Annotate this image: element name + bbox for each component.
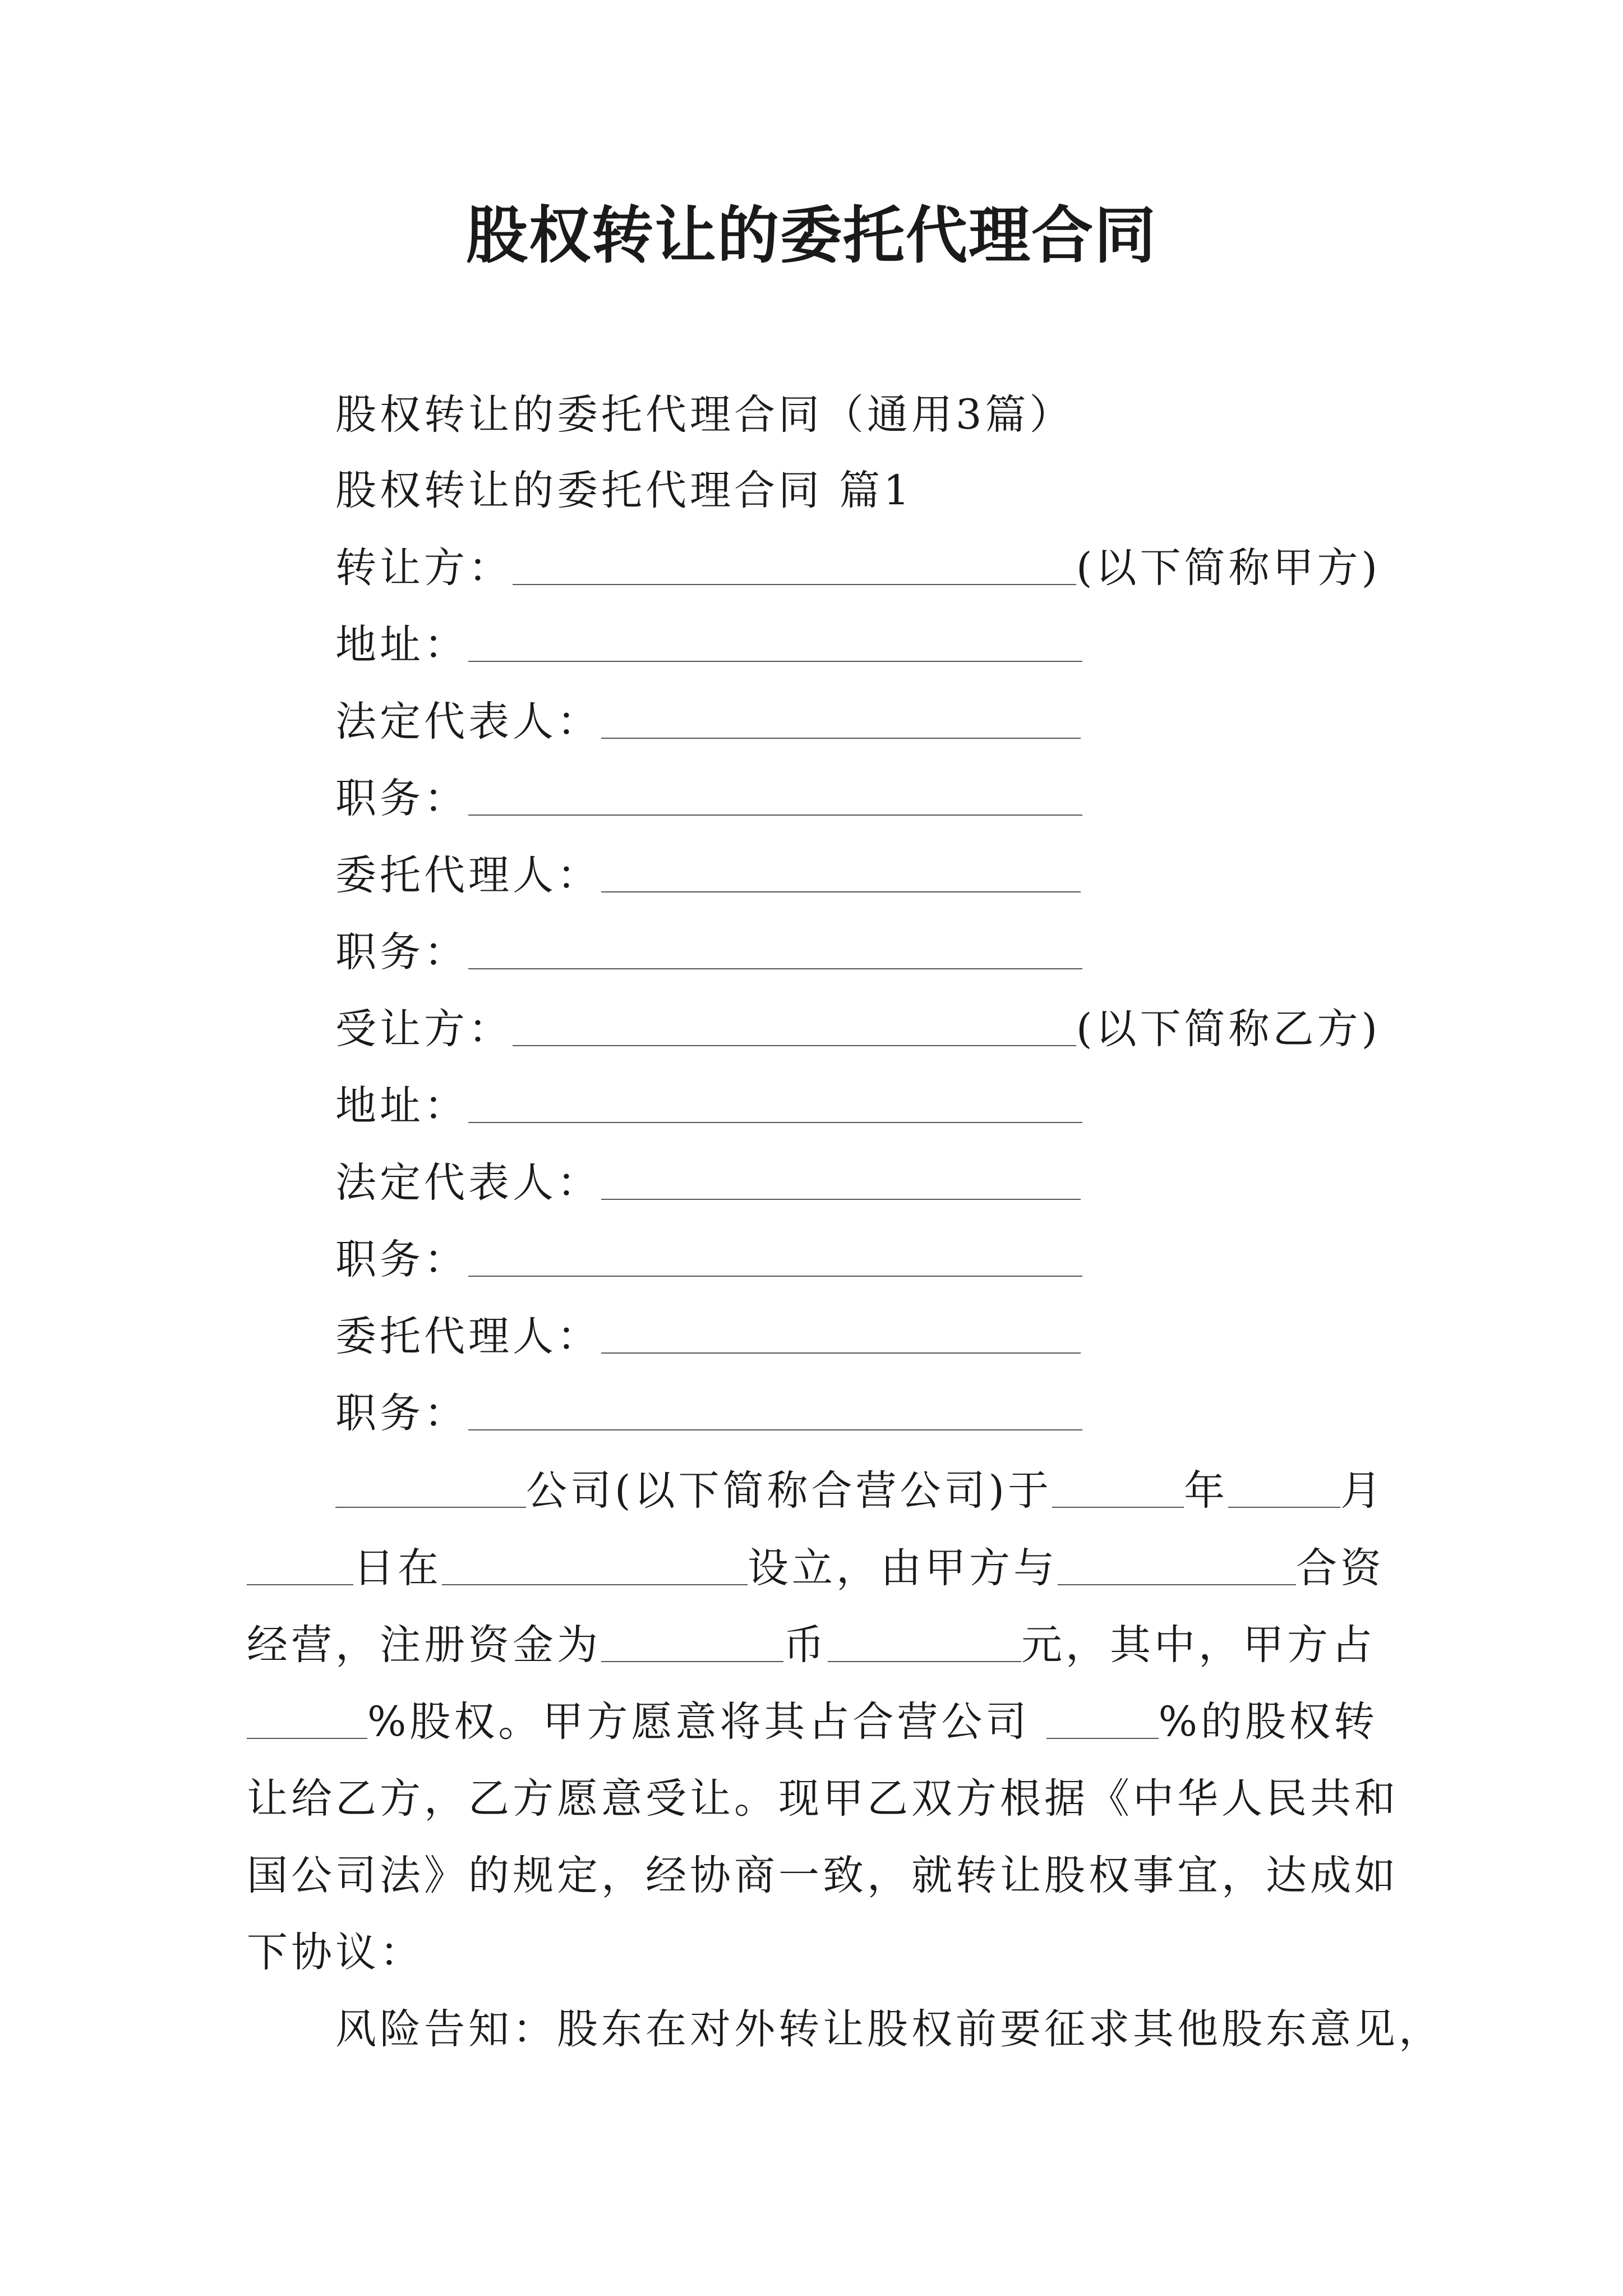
transfer-percent-blank[interactable]	[1046, 1694, 1159, 1739]
body-text: 合资	[1296, 1544, 1385, 1592]
transferor-label: 转让方：	[335, 544, 513, 592]
transferor-suffix: (以下简称甲方)	[1076, 544, 1381, 592]
body-line-6: 国公司法》的规定，经协商一致，就转让股权事宜，达成如	[247, 1852, 1399, 1899]
body-line-5: 让给乙方，乙方愿意受让。现甲乙双方根据《中华人民共和	[247, 1775, 1399, 1823]
agent-position-label: 职务：	[335, 1389, 468, 1437]
year-blank[interactable]	[1052, 1463, 1184, 1508]
document-title: 股权转让的委托代理合同	[466, 199, 1157, 272]
agent-blank[interactable]	[601, 1309, 1081, 1354]
body-text: 月	[1340, 1467, 1385, 1515]
position-blank[interactable]	[468, 771, 1082, 816]
party-a-address-row	[335, 617, 1082, 673]
agent-blank[interactable]	[601, 848, 1081, 892]
document-subtitle: 股权转让的委托代理合同（通用3篇）	[335, 391, 1074, 439]
body-line-4	[247, 1694, 1378, 1750]
company-name-blank[interactable]	[335, 1463, 526, 1508]
party-a-legal-rep-row	[335, 694, 1081, 750]
body-text: 日在	[353, 1544, 442, 1592]
agent-position-blank[interactable]	[468, 1386, 1082, 1430]
transferee-blank[interactable]	[513, 1001, 1076, 1046]
party-a-agent-position-row	[335, 924, 1082, 981]
address-blank[interactable]	[468, 1078, 1082, 1123]
agent-label: 委托代理人：	[335, 852, 601, 899]
body-line-3	[247, 1617, 1376, 1673]
body-text: 年	[1183, 1467, 1228, 1515]
body-text: %的股权转	[1158, 1698, 1378, 1746]
agent-position-blank[interactable]	[468, 924, 1082, 969]
body-line-2	[247, 1540, 1385, 1596]
transferor-row	[335, 540, 1381, 596]
transferee-suffix: (以下简称乙方)	[1076, 1005, 1381, 1053]
body-line-1	[335, 1463, 1385, 1519]
party-b-agent-row	[335, 1309, 1081, 1365]
transferor-blank[interactable]	[513, 540, 1076, 585]
party-b-agent-position-row	[335, 1386, 1082, 1442]
legal-rep-blank[interactable]	[601, 694, 1081, 739]
party-b-address-row	[335, 1078, 1082, 1134]
body-text: 元，其中，甲方占	[1021, 1621, 1376, 1669]
amount-blank[interactable]	[828, 1617, 1021, 1662]
address-label: 地址：	[335, 1082, 468, 1130]
risk-notice: 风险告知：股东在对外转让股权前要征求其他股东意见，	[335, 2005, 1443, 2053]
legal-rep-label: 法定代表人：	[335, 1159, 601, 1207]
party-b-legal-rep-row	[335, 1155, 1081, 1211]
partner-blank[interactable]	[1058, 1540, 1296, 1585]
day-blank[interactable]	[247, 1540, 353, 1585]
legal-rep-blank[interactable]	[601, 1155, 1081, 1200]
position-label: 职务：	[335, 775, 468, 822]
body-text: 设立，由甲方与	[748, 1544, 1058, 1592]
section-heading: 股权转让的委托代理合同 篇1	[335, 467, 913, 514]
transferee-row	[335, 1001, 1381, 1057]
share-percent-blank[interactable]	[247, 1694, 367, 1739]
body-line-7: 下协议：	[247, 1929, 424, 1976]
position-label: 职务：	[335, 1236, 468, 1283]
body-text: %股权。甲方愿意将其占合营公司	[367, 1698, 1046, 1746]
agent-label: 委托代理人：	[335, 1313, 601, 1360]
transferee-label: 受让方：	[335, 1005, 513, 1053]
position-blank[interactable]	[468, 1232, 1082, 1277]
agent-position-label: 职务：	[335, 928, 468, 976]
address-label: 地址：	[335, 621, 468, 669]
month-blank[interactable]	[1228, 1463, 1340, 1508]
address-blank[interactable]	[468, 617, 1082, 662]
body-text: 经营，注册资金为	[247, 1621, 601, 1669]
legal-rep-label: 法定代表人：	[335, 698, 601, 746]
party-a-position-row	[335, 771, 1082, 827]
capital-blank[interactable]	[601, 1617, 783, 1662]
location-blank[interactable]	[442, 1540, 748, 1585]
body-text: 币	[783, 1621, 828, 1669]
party-a-agent-row	[335, 848, 1081, 904]
body-text: 公司(以下简称合营公司)于	[526, 1467, 1052, 1515]
party-b-position-row	[335, 1232, 1082, 1288]
